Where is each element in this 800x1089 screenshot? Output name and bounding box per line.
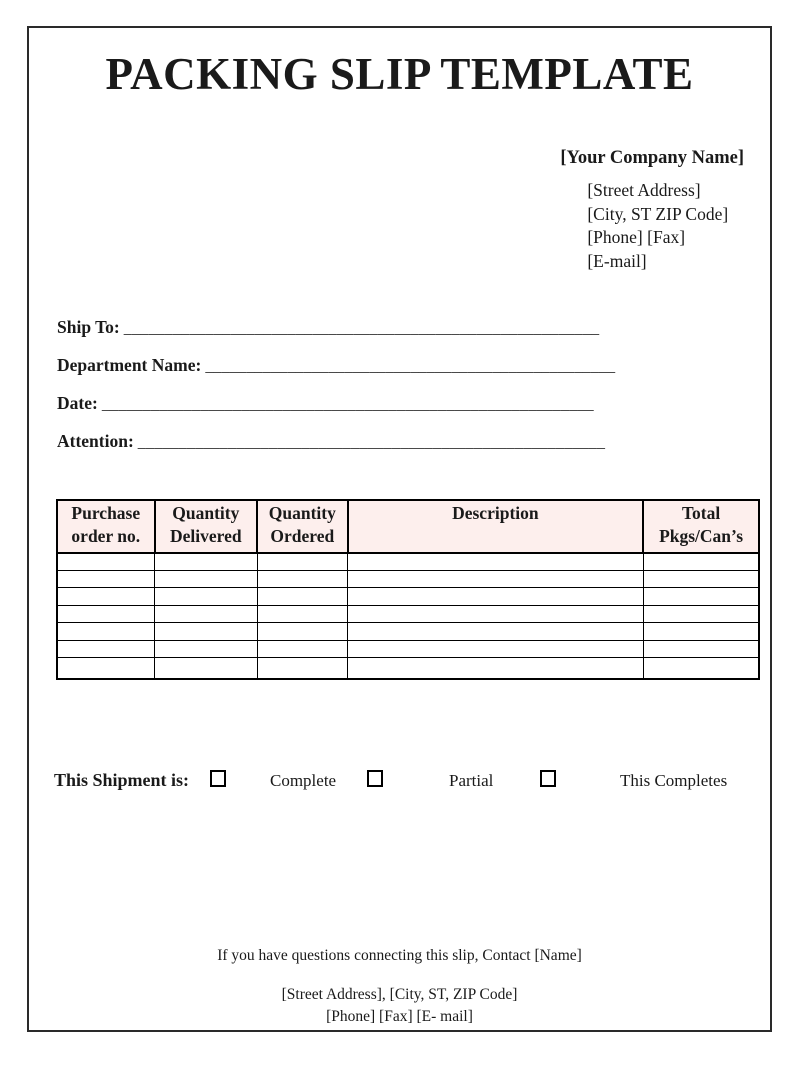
table-cell[interactable] [257,553,348,571]
this-completes-checkbox[interactable] [540,770,556,787]
field-row-attention [57,431,756,469]
table-row [57,640,759,658]
complete-checkbox[interactable] [210,770,226,787]
column-header-purchase-order-no: Purchase order no. [57,500,155,553]
column-header-description: Description [348,500,644,553]
table-cell[interactable] [155,570,257,588]
attention-blank-line[interactable]: _________________________________________________________ [137,434,606,451]
table-cell[interactable] [348,570,644,588]
table-cell[interactable] [643,570,759,588]
ship-to-label: Ship To: [57,317,120,337]
table-cell[interactable] [257,588,348,606]
table-cell[interactable] [155,588,257,606]
table-cell[interactable] [155,553,257,571]
table-cell[interactable] [155,640,257,658]
field-row-date [57,393,756,431]
table-row [57,570,759,588]
partial-label: Partial [449,771,494,790]
packing-items-table [56,499,760,680]
table-row [57,605,759,623]
table-cell[interactable] [257,658,348,679]
table-cell[interactable] [643,553,759,571]
table-row [57,623,759,641]
field-row-department-name [57,355,756,393]
complete-label: Complete [270,771,337,790]
department-name-blank-line[interactable]: __________________________________________________ [205,358,616,375]
column-header-quantity-delivered: Quantity Delivered [155,500,257,553]
table-cell[interactable] [57,640,155,658]
footer-contact-line: If you have questions connecting this slip, Contact [Name] [217,947,582,964]
table-cell[interactable] [348,640,644,658]
table-cell[interactable] [643,623,759,641]
footer-address-block [29,984,770,1028]
table-cell[interactable] [155,623,257,641]
shipment-status-label: This Shipment is: [54,770,190,790]
table-cell[interactable] [348,553,644,571]
attention-label: Attention: [57,431,134,451]
shipping-fields [57,317,756,469]
table-cell[interactable] [643,588,759,606]
table-cell[interactable] [348,605,644,623]
company-info-block [560,148,744,273]
table-cell[interactable] [348,623,644,641]
footer-street-address: [Street Address], [City, ST, ZIP Code] [281,986,518,1003]
table-header-row [57,500,759,553]
table-cell[interactable] [643,640,759,658]
page-title: PACKING SLIP TEMPLATE [105,49,694,99]
ship-to-blank-line[interactable]: __________________________________________________________ [123,320,600,337]
table-cell[interactable] [155,605,257,623]
table-cell[interactable] [57,605,155,623]
table-row [57,658,759,679]
table-cell[interactable] [257,623,348,641]
table-cell[interactable] [348,658,644,679]
partial-checkbox[interactable] [367,770,383,787]
company-phone-fax: [Phone] [Fax] [587,227,686,247]
company-address-block [560,179,744,273]
department-name-label: Department Name: [57,355,202,375]
table-cell[interactable] [57,658,155,679]
this-completes-label: This Completes [620,771,728,790]
packing-slip-page [27,26,772,1032]
table-cell[interactable] [257,570,348,588]
table-cell[interactable] [57,623,155,641]
table-cell[interactable] [155,658,257,679]
table-row [57,588,759,606]
column-header-total-pkgs: Total Pkgs/Can’s [643,500,759,553]
company-name: [Your Company Name] [560,148,744,168]
shipment-status-row [54,770,774,798]
date-label: Date: [57,393,98,413]
date-blank-line[interactable]: ____________________________________________________________ [101,396,594,413]
table-cell[interactable] [57,588,155,606]
table-body [57,553,759,679]
table-cell[interactable] [348,588,644,606]
column-header-quantity-ordered: Quantity Ordered [257,500,348,553]
company-street-address: [Street Address] [587,180,701,200]
table-cell[interactable] [257,640,348,658]
table-cell[interactable] [257,605,348,623]
table-cell[interactable] [643,605,759,623]
company-city-state-zip: [City, ST ZIP Code] [587,203,729,224]
company-email: [E-mail] [587,250,647,271]
table-cell[interactable] [57,570,155,588]
field-row-ship-to [57,317,756,355]
table-cell[interactable] [643,658,759,679]
table-cell[interactable] [57,553,155,571]
footer-phone-fax-email: [Phone] [Fax] [E- mail] [326,1008,473,1025]
table-row [57,553,759,571]
